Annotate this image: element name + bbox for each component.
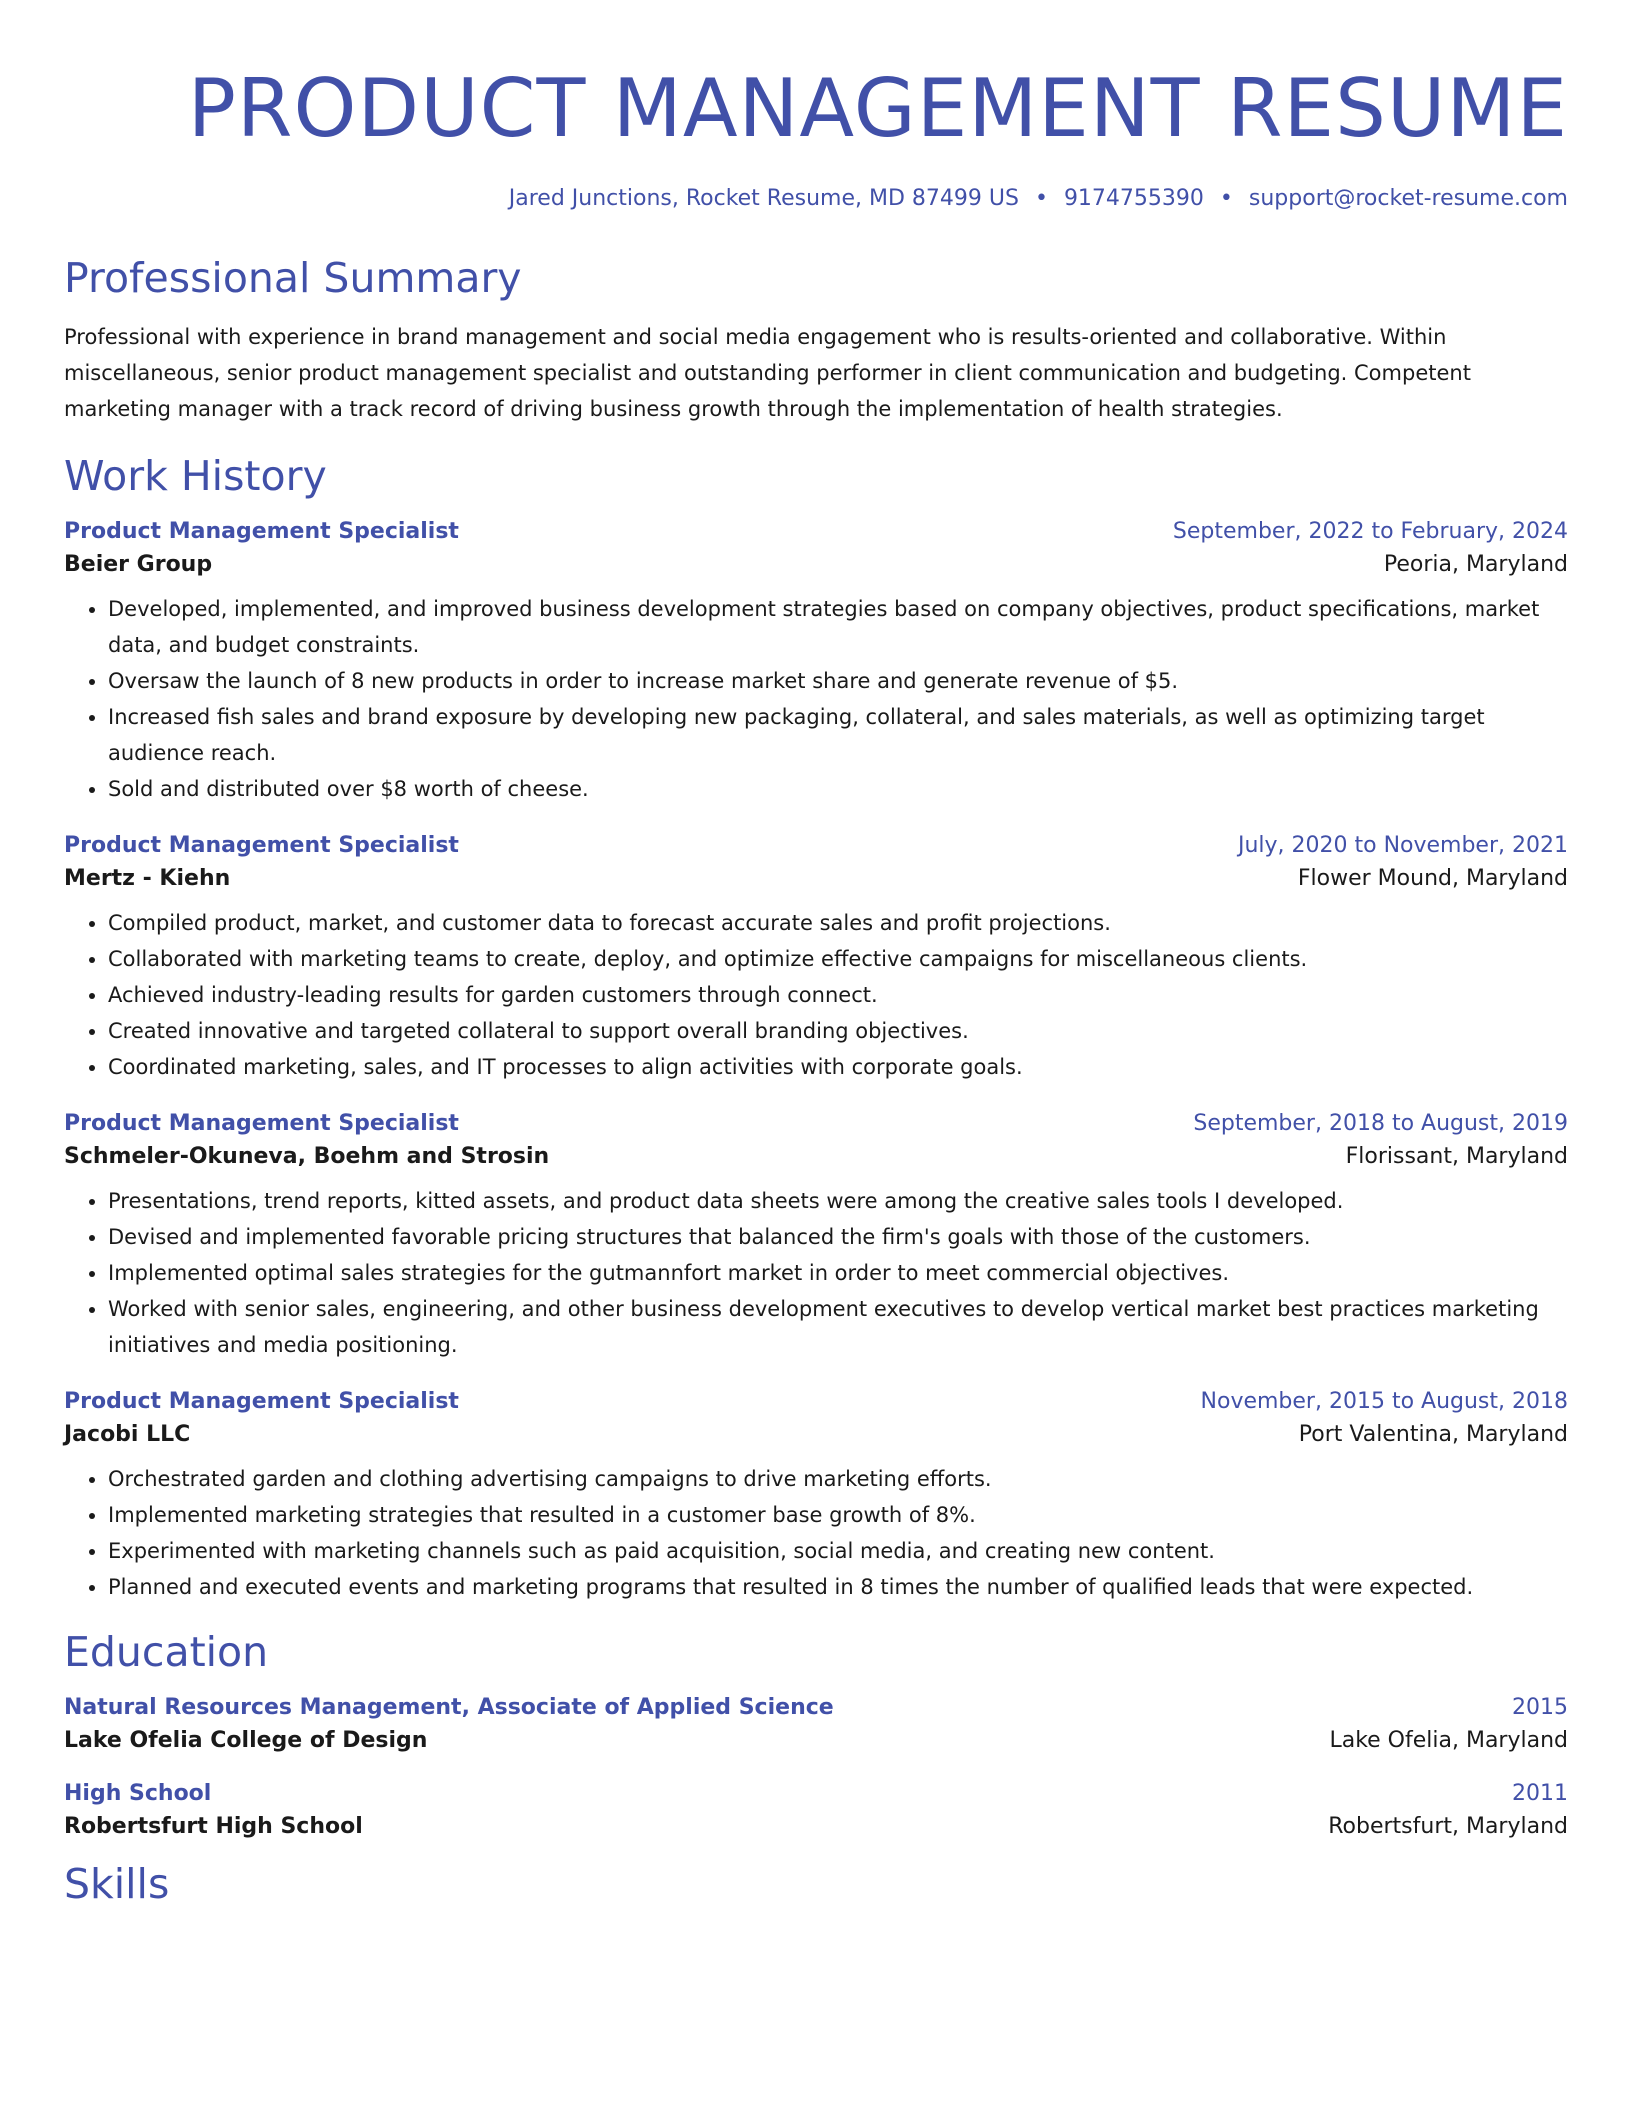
education-header-row — [64, 1695, 1568, 1720]
job-bullet: • Coordinated marketing, sales, and IT processes to align activities with corporate goals. — [108, 1049, 1568, 1085]
contact-email[interactable]: support@rocket-resume.com — [1248, 186, 1568, 211]
job-location: Port Valentina, Maryland — [1298, 1422, 1568, 1447]
job-company: Mertz - Kiehn — [64, 866, 231, 891]
job-bullet: • Sold and distributed over $8 worth of cheese. — [108, 771, 1568, 807]
education-year: 2015 — [1512, 1695, 1568, 1720]
job-dates: November, 2015 to August, 2018 — [1200, 1389, 1568, 1414]
education-degree: Natural Resources Management, Associate of Applied Science — [64, 1695, 834, 1720]
contact-separator: • — [1219, 186, 1233, 211]
job-bullet: • Compiled product, market, and customer data to forecast accurate sales and profit projections. — [108, 905, 1568, 941]
job-bullet: • Experimented with marketing channels such as paid acquisition, social media, and creating new content. — [108, 1533, 1568, 1569]
job-entry — [64, 1111, 1568, 1363]
job-dates: September, 2018 to August, 2019 — [1193, 1111, 1568, 1136]
education-location: Lake Ofelia, Maryland — [1329, 1728, 1568, 1753]
contact-phone: 9174755390 — [1063, 186, 1204, 211]
job-bullets — [64, 591, 1568, 807]
job-location: Florissant, Maryland — [1345, 1144, 1568, 1169]
job-bullet: • Worked with senior sales, engineering, and other business development executives to develop vertical market best practices marketing initiatives and media positioning. — [108, 1291, 1568, 1363]
job-role: Product Management Specialist — [64, 1111, 459, 1136]
job-bullets — [64, 1183, 1568, 1363]
work-history-heading: Work History — [64, 452, 327, 500]
contact-line — [64, 186, 1568, 211]
job-header-row — [64, 1389, 1568, 1414]
job-header-row — [64, 519, 1568, 544]
skills-heading: Skills — [64, 1860, 170, 1908]
job-bullet: • Collaborated with marketing teams to create, deploy, and optimize effective campaigns for miscellaneous clients. — [108, 941, 1568, 977]
job-bullet: • Implemented optimal sales strategies for the gutmannfort market in order to meet commercial objectives. — [108, 1255, 1568, 1291]
job-header-row — [64, 1111, 1568, 1136]
education-location: Robertsfurt, Maryland — [1328, 1814, 1568, 1839]
job-location: Peoria, Maryland — [1383, 552, 1568, 577]
education-school: Robertsfurt High School — [64, 1814, 363, 1839]
job-bullet: • Achieved industry-leading results for garden customers through connect. — [108, 977, 1568, 1013]
job-bullet: • Implemented marketing strategies that resulted in a customer base growth of 8%. — [108, 1497, 1568, 1533]
resume-title: PRODUCT MANAGEMENT RESUME — [187, 62, 1568, 155]
job-company: Jacobi LLC — [64, 1422, 191, 1447]
education-school: Lake Ofelia College of Design — [64, 1728, 428, 1753]
job-bullets — [64, 1461, 1568, 1605]
job-bullet: • Developed, implemented, and improved business development strategies based on company objectives, product specifications, market data, and budget constraints. — [108, 591, 1568, 663]
education-heading: Education — [64, 1628, 269, 1676]
job-bullet: • Devised and implemented favorable pricing structures that balanced the firm's goals with those of the customers. — [108, 1219, 1568, 1255]
job-company-row — [64, 552, 1568, 577]
job-bullet: • Orchestrated garden and clothing advertising campaigns to drive marketing efforts. — [108, 1461, 1568, 1497]
job-company: Schmeler-Okuneva, Boehm and Strosin — [64, 1144, 550, 1169]
job-entry — [64, 833, 1568, 1085]
job-location: Flower Mound, Maryland — [1297, 866, 1568, 891]
education-school-row — [64, 1728, 1568, 1753]
job-dates: July, 2020 to November, 2021 — [1237, 833, 1568, 858]
summary-text: Professional with experience in brand management and social media engagement who is results-oriented and collaborative. Within miscellaneous, senior product management specialist and outstanding performer in client communication and budgeting. Competent marketing manager with a track record of driving business growth through the implementation of health strategies. — [64, 325, 1471, 421]
job-bullet: • Planned and executed events and marketing programs that resulted in 8 times the number of qualified leads that were expected. — [108, 1569, 1568, 1605]
contact-separator: • — [1034, 186, 1048, 211]
summary-heading: Professional Summary — [64, 254, 522, 302]
job-bullet: • Created innovative and targeted collateral to support overall branding objectives. — [108, 1013, 1568, 1049]
contact-address: Jared Junctions, Rocket Resume, MD 87499 US — [508, 186, 1019, 211]
education-school-row — [64, 1814, 1568, 1839]
education-year: 2011 — [1512, 1781, 1568, 1806]
job-bullet: • Presentations, trend reports, kitted assets, and product data sheets were among the creative sales tools I developed. — [108, 1183, 1568, 1219]
education-degree: High School — [64, 1781, 212, 1806]
education-entry — [64, 1781, 1568, 1839]
job-bullets — [64, 905, 1568, 1085]
job-role: Product Management Specialist — [64, 1389, 459, 1414]
education-entry — [64, 1695, 1568, 1753]
job-role: Product Management Specialist — [64, 519, 459, 544]
job-entry — [64, 519, 1568, 807]
education-header-row — [64, 1781, 1568, 1806]
job-role: Product Management Specialist — [64, 833, 459, 858]
job-company-row — [64, 1144, 1568, 1169]
job-bullet: • Oversaw the launch of 8 new products in order to increase market share and generate revenue of $5. — [108, 663, 1568, 699]
job-entry — [64, 1389, 1568, 1605]
job-company: Beier Group — [64, 552, 213, 577]
job-header-row — [64, 833, 1568, 858]
job-company-row — [64, 866, 1568, 891]
job-dates: September, 2022 to February, 2024 — [1172, 519, 1568, 544]
job-bullet: • Increased fish sales and brand exposure by developing new packaging, collateral, and sales materials, as well as optimizing target audience reach. — [108, 699, 1568, 771]
job-company-row — [64, 1422, 1568, 1447]
